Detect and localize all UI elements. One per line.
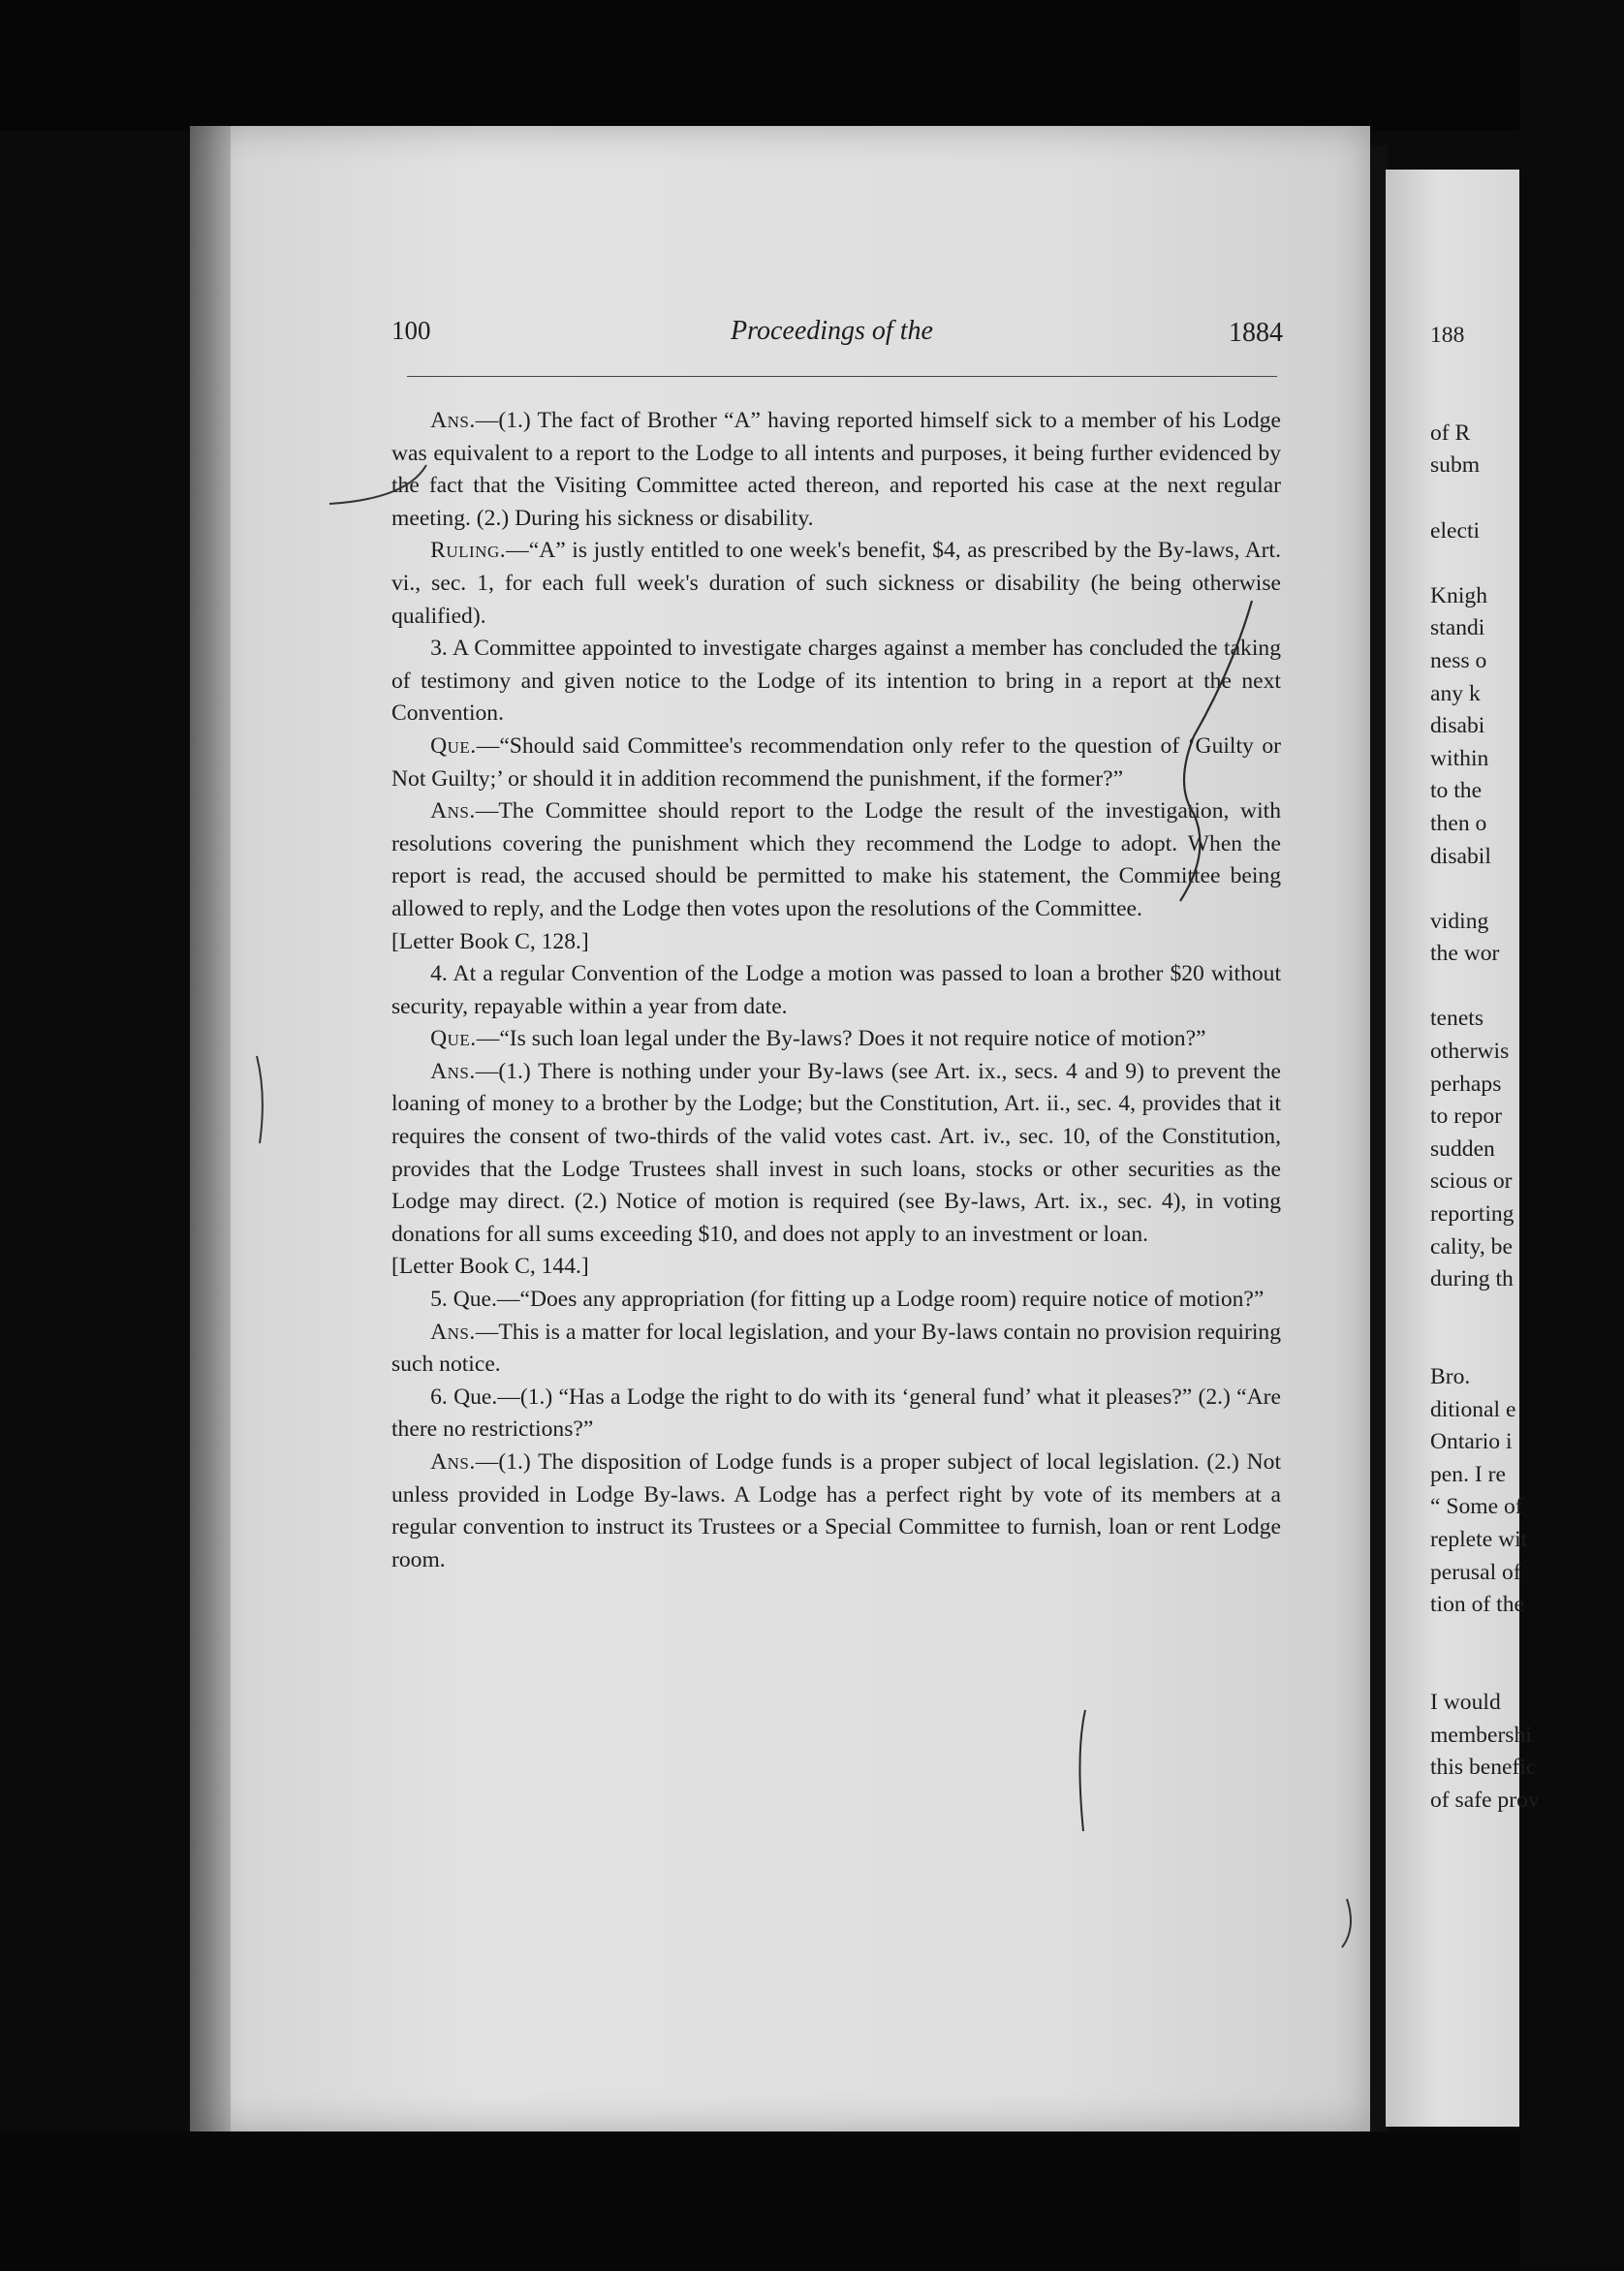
facing-page-line: ditional e [1430, 1396, 1516, 1422]
facing-page-line: cality, be [1430, 1233, 1513, 1260]
paragraph-text: 6. Que.—(1.) “Has a Lodge the right to do with its ‘general fund’ what it pleases?” (2.) “Are there no restrictions?” [391, 1384, 1281, 1443]
paragraph [391, 958, 1281, 1023]
facing-page-line: Bro. [1430, 1364, 1471, 1389]
facing-page-line: membershi [1430, 1722, 1532, 1748]
page-binding-edge [190, 126, 231, 2131]
facing-page-line: ness o [1430, 647, 1487, 673]
paragraph-text: 5. Que.—“Does any appropriation (for fitting up a Lodge room) require notice of motion?” [430, 1287, 1265, 1313]
facing-page-line: perusal of [1430, 1559, 1521, 1585]
header-year: 1884 [1229, 318, 1283, 348]
facing-page-line: disabi [1430, 713, 1485, 739]
facing-page-line: I would [1430, 1689, 1501, 1715]
facing-page-line: reporting [1430, 1201, 1515, 1228]
facing-page-line: replete wit [1430, 1526, 1528, 1552]
facing-page-line [1430, 873, 1624, 906]
paragraph [391, 731, 1281, 795]
paragraph-text: —(1.) There is nothing under your By-laws (see Art. ix., secs. 4 and 9) to prevent the loaning of money to a brother by the Lodge; but the Constitution, Art. ii., sec. 4, provides that it requires the consent of two-thirds of the valid votes cast. Art. iv., sec. 10, of the Constitution, provides that the Lodge Trustees shall invest in such loans, stocks or other securities as the Lodge may direct. (2.) Notice of motion is required (see By-laws, Art. ix., sec. 4), in voting donations for all sums exceeding $10, and does not apply to an investment or loan. [391, 1058, 1281, 1247]
paragraph-text: —(1.) The fact of Brother “A” having reported himself sick to a member of his Lodge was equivalent to a report to the Lodge to all intents and purposes, it being further evidenced by the fact that the Visiting Committee acted thereon, and reported his case at the next regular meeting. (2.) During his sickness or disability. [391, 408, 1281, 531]
facing-page-line: to repor [1430, 1104, 1503, 1130]
paragraph-text: —“Is such loan legal under the By-laws? Does it not require notice of motion?” [476, 1026, 1206, 1052]
paragraph [391, 795, 1281, 925]
scan-background-top [0, 0, 1519, 131]
paragraph-text: —“Should said Committee's recommendation only refer to the question of ‘Guilty or Not Guilty;’ or should it in addition recommend the punishment, if the former?” [391, 732, 1281, 792]
page-number: 100 [391, 316, 431, 345]
paragraph [391, 1284, 1281, 1317]
facing-page-line: pen. I re [1430, 1461, 1506, 1487]
facing-page-line: electi [1430, 517, 1481, 544]
facing-page-line [1430, 547, 1624, 580]
facing-page-line: scious or [1430, 1168, 1513, 1195]
scan-background-bottom [0, 2131, 1519, 2271]
paragraph [391, 1317, 1281, 1382]
facing-page-line: this benefic [1430, 1755, 1537, 1781]
paragraph-label: Que. [430, 1026, 477, 1052]
paragraph [391, 1447, 1281, 1576]
running-title: Proceedings of the [731, 316, 933, 346]
paragraph [391, 926, 1281, 959]
paragraph-label: Que. [430, 732, 477, 759]
paragraph [391, 1023, 1281, 1056]
facing-page-line: disabil [1430, 843, 1491, 869]
facing-page-line: within [1430, 745, 1489, 771]
facing-page-line [1430, 971, 1624, 1004]
paragraph [391, 405, 1281, 535]
facing-page-line: otherwis [1430, 1039, 1510, 1065]
facing-page-line: during th [1430, 1266, 1514, 1292]
facing-page-line [1430, 385, 1624, 418]
facing-page-line: of safe prov [1430, 1787, 1540, 1813]
facing-page-line: 188 [1430, 323, 1465, 348]
paragraph [391, 1382, 1281, 1447]
page-body [391, 405, 1281, 1576]
paragraph-label: Ans. [430, 408, 476, 433]
paragraph [391, 535, 1281, 633]
facing-page-line [1430, 482, 1624, 515]
paragraph-label: Ruling. [430, 538, 507, 564]
paragraph-text: [Letter Book C, 144.] [391, 1254, 589, 1280]
facing-page-line: the wor [1430, 941, 1500, 967]
paragraph-text: —(1.) The disposition of Lodge funds is a proper subject of local legislation. (2.) Not unless provided in Lodge By-laws. A Lodge has a perfect right by vote of its members at a regular convention to instruct its Trustees or a Special Committee to furnish, loan or rent Lodge room. [391, 1449, 1281, 1572]
facing-page-text [1430, 320, 1624, 1817]
paragraph-label: Ans. [430, 798, 476, 824]
facing-page-line: perhaps [1430, 1071, 1502, 1097]
facing-page-line: standi [1430, 615, 1485, 641]
facing-page-line: any k [1430, 680, 1481, 706]
paragraph-text: —This is a matter for local legislation, and your By-laws contain no provision requiring such notice. [391, 1319, 1281, 1378]
facing-page-line: Ontario i [1430, 1429, 1513, 1455]
paragraph [391, 1251, 1281, 1284]
facing-page-line [1430, 353, 1624, 386]
paragraph-label: Ans. [430, 1058, 476, 1084]
facing-page-line: “ Some of [1430, 1494, 1523, 1520]
paragraph-text: [Letter Book C, 128.] [391, 928, 589, 954]
facing-page-line: viding [1430, 908, 1489, 934]
paragraph-text: —“A” is justly entitled to one week's benefit, $4, as prescribed by the By-laws, Art. vi., sec. 1, for each full week's duration of such sickness or disability (he being otherwise qualified). [391, 538, 1281, 629]
facing-page-line [1430, 1622, 1624, 1655]
facing-page-line: sudden [1430, 1136, 1495, 1162]
paragraph [391, 633, 1281, 731]
facing-page-line: tenets [1430, 1006, 1484, 1032]
facing-page-line [1430, 1654, 1624, 1687]
header-rule [407, 376, 1277, 377]
paragraph-text: —The Committee should report to the Lodge the result of the investigation, with resolutions covering the punishment which they recommend the Lodge to adopt. When the report is read, the accused should be permitted to make his statement, the Committee being allowed to reply, and the Lodge then votes upon the resolutions of the Committee. [391, 798, 1281, 921]
facing-page-line: subm [1430, 452, 1481, 479]
facing-page-line [1430, 1328, 1624, 1361]
paragraph-label: Ans. [430, 1319, 476, 1345]
paragraph-text: 4. At a regular Convention of the Lodge a motion was passed to loan a brother $20 without security, repayable within a year from date. [391, 961, 1281, 1019]
paragraph [391, 1056, 1281, 1252]
facing-page-line: then o [1430, 810, 1487, 836]
facing-page-line: of R [1430, 420, 1471, 446]
facing-page-line: to the [1430, 778, 1483, 804]
paragraph-label: Ans. [430, 1449, 476, 1475]
facing-page-line: Knigh [1430, 582, 1487, 608]
facing-page-line: tion of the [1430, 1592, 1524, 1618]
paragraph-text: 3. A Committee appointed to investigate charges against a member has concluded the taking of testimony and given notice to the Lodge of its intention to bring in a report at the next Convention. [391, 636, 1281, 727]
page-header [391, 316, 1283, 364]
facing-page-line [1430, 1296, 1624, 1329]
